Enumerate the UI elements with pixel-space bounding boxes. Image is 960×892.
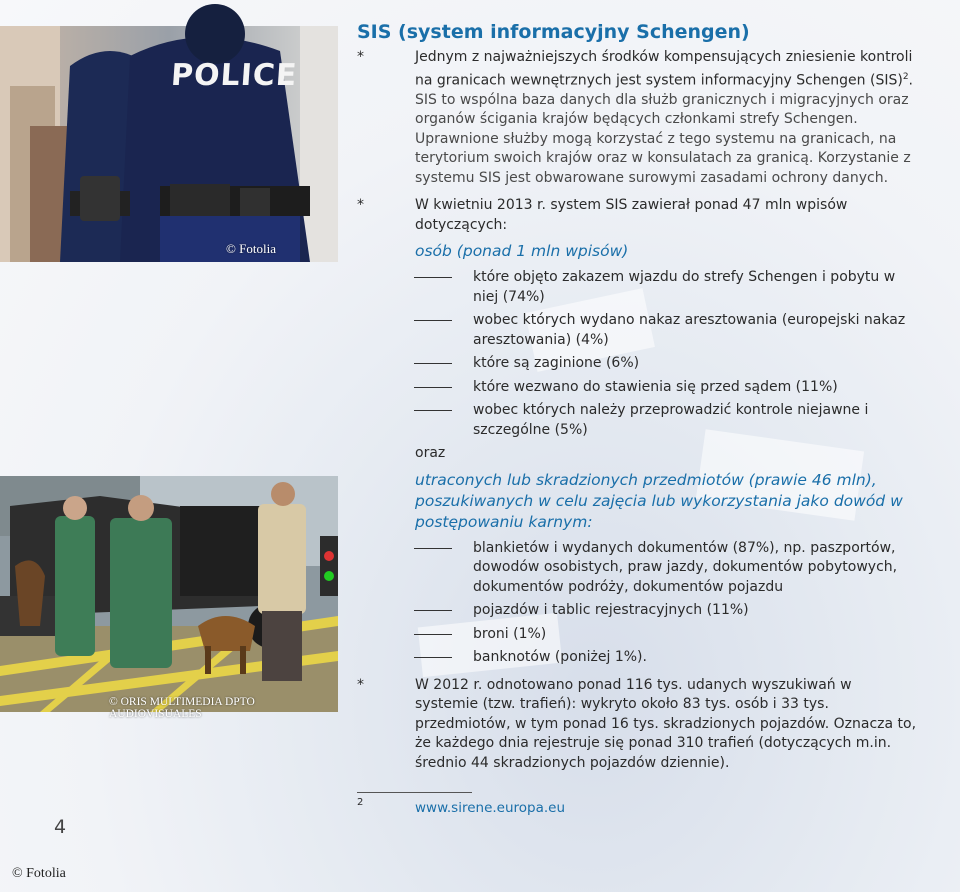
list-item-text: wobec których należy przeprowadzić kontrole niejawne i szczególne (5%)	[473, 402, 869, 438]
bullet-asterisk: *	[357, 197, 364, 214]
bottom-photo-credit: © ORIS MULTIMEDIA DPTO AUDIOVISUALES	[109, 696, 255, 720]
bullet-sis-stats	[357, 196, 917, 235]
list-item	[415, 401, 917, 440]
bullet-text: Jednym z najważniejszych środków kompensujących zniesienie kontroli na granicach wewnętrznych jest system informacyjny Schengen (SIS)	[415, 49, 913, 89]
list-item-text: wobec których wydano nakaz aresztowania (europejski nakaz aresztowania) (4%)	[473, 312, 906, 348]
top-photo-credit: © Fotolia	[226, 241, 276, 256]
bullet-text-punct: .	[908, 72, 913, 89]
list-item	[415, 648, 917, 668]
dash-marker	[414, 387, 452, 388]
customs-photo-illustration	[0, 476, 338, 712]
page-number: 4	[54, 816, 67, 838]
list-item	[415, 354, 917, 374]
footnote-link[interactable]: www.sirene.europa.eu	[415, 800, 566, 816]
footnote-ref: 2	[902, 71, 909, 82]
persons-list	[415, 268, 917, 440]
list-item-text: pojazdów i tablic rejestracyjnych (11%)	[473, 602, 749, 619]
bullet-text: W 2012 r. odnotowano ponad 116 tys. udanych wyszukiwań w systemie (tzw. trafień): wykryto około 83 tys. osób i 33 tys. przedmiotów, w tym ponad 16 tys. skradzionych pojazdów. Oznacza to, że każdego dnia rejestruje się ponad 310 trafień (dotyczących m.in. średnio 44 skradzionych pojazdów dziennie).	[415, 676, 917, 771]
list-item	[415, 625, 917, 645]
list-item	[415, 268, 917, 307]
dash-marker	[414, 548, 452, 549]
list-item	[415, 378, 917, 398]
dash-marker	[414, 634, 452, 635]
bottom-image-credit: © Fotolia	[12, 866, 66, 881]
dash-marker	[414, 363, 452, 364]
bullet-sis-description	[357, 48, 917, 188]
oraz-conjunction: oraz	[415, 445, 446, 462]
list-item	[415, 311, 917, 350]
bullet-text-rest: SIS to wspólna baza danych dla służb granicznych i migracyjnych oraz organów ścigania krajów będących członkami strefy Schengen. Uprawnione służby mogą korzystać z tego systemu na granicach, na terytorium swoich krajów oraz w konsulatach za granicą. Korzystanie z systemu SIS jest obwarowane surowymi zasadami ochrony danych.	[415, 91, 911, 186]
section-title: SIS (system informacyjny Schengen)	[357, 21, 750, 43]
objects-heading: utraconych lub skradzionych przedmiotów (prawie 46 mln), poszukiwanych w celu zajęcia lub wykorzystania jako dowód w postępowaniu karnym:	[415, 470, 903, 531]
list-item-text: które są zaginione (6%)	[473, 355, 640, 372]
list-item	[415, 601, 917, 621]
bullet-text: W kwietniu 2013 r. system SIS zawierał ponad 47 mln wpisów dotyczących:	[415, 197, 848, 233]
dash-marker	[414, 410, 452, 411]
objects-list	[415, 539, 917, 668]
footnote-divider	[357, 792, 472, 793]
list-item	[415, 539, 917, 598]
bullet-asterisk: *	[357, 49, 364, 65]
list-item-text: które wezwano do stawienia się przed sądem (11%)	[473, 378, 838, 395]
bullet-asterisk: *	[357, 676, 364, 693]
police-back-patch: POLICE	[169, 58, 299, 93]
dash-marker	[414, 277, 452, 278]
bullet-hits-2012	[357, 676, 917, 774]
dash-marker	[414, 610, 452, 611]
list-item-text: blankietów i wydanych dokumentów (87%), np. paszportów, dowodów osobistych, praw jazdy, dokumentów pobytowych, dokumentów podróży, dokumentów pojazdu	[473, 539, 898, 595]
list-item-text: które objęto zakazem wjazdu do strefy Schengen i pobytu w niej (74%)	[473, 269, 896, 305]
dash-marker	[414, 320, 452, 321]
persons-heading: osób (ponad 1 mln wpisów)	[415, 242, 629, 261]
list-item-text: banknotów (poniżej 1%).	[473, 649, 647, 666]
text-column	[357, 20, 917, 773]
list-item-text: broni (1%)	[473, 625, 547, 642]
footnote-number: 2	[357, 797, 364, 808]
photo-police-officers	[0, 26, 338, 262]
dash-marker	[414, 657, 452, 658]
photo-customs-dog-search	[0, 476, 338, 720]
